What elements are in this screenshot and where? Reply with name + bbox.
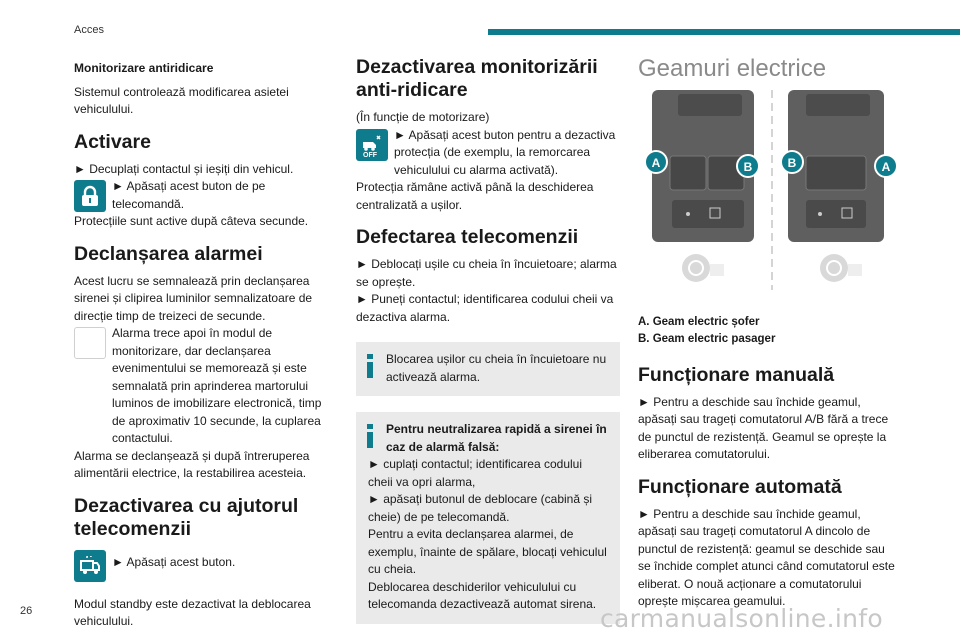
column-3 xyxy=(638,56,900,611)
manual-title: Funcționare manuală xyxy=(638,363,835,386)
deact-step-row xyxy=(356,127,620,180)
callout-b-right: B xyxy=(787,155,797,170)
fault-title: Defectarea telecomenzii xyxy=(356,226,579,248)
callout-a-left: A xyxy=(651,155,661,170)
deact-step: ► Apăsați acest buton pentru a dezactiva protecția (de exemplu, la remorcarea vehiculului cu alarma activată). xyxy=(394,127,616,177)
info-icon xyxy=(367,354,373,378)
alarm-text1: Acest lucru se semnalează prin declanșarea sirenei și clipirea luminilor semnalizatoare de direcție timp de treizeci de secunde. xyxy=(74,273,313,323)
manual-text: ► Pentru a deschide sau închide geamul, apăsați sau trageți comutatorul A/B fără a trece de punctul de rezistență. Geamul se oprește la eliberarea comutatorului. xyxy=(638,394,889,461)
deact-title: Dezactivarea monitorizării anti-ridicare xyxy=(356,56,598,101)
page-number: 26 xyxy=(20,605,33,617)
activare-step2: ► Apăsați acest buton de pe telecomandă. xyxy=(112,179,266,211)
monitor-text: Sistemul controlează modificarea asietei vehiculului. xyxy=(74,84,289,116)
deact-sub: (În funcție de motorizare) xyxy=(356,110,490,124)
remote-title: Dezactivarea cu ajutorul telecomenzii xyxy=(74,494,299,540)
note2-line1: ► cuplați contactul; identificarea codului cheii va opri alarma, xyxy=(368,457,582,489)
activare-title: Activare xyxy=(74,130,151,153)
note2-line4: Deblocarea deschiderilor vehiculului cu telecomanda dezactivează automat sirena. xyxy=(368,579,597,611)
alarm-text2: Alarma trece apoi în modul de monitorizare, dar declanșarea evenimentului se memorează și este semnalată prin aprinderea martorului luminos de imobilizare electronică, timp de aproximativ 10 secunde, la cuplarea contactului. xyxy=(112,326,322,445)
activare-step2-row xyxy=(74,178,336,213)
callout-b-left: B xyxy=(743,159,753,174)
van-unlock-icon xyxy=(74,550,106,582)
remote-step-row xyxy=(74,548,336,582)
column-1 xyxy=(74,56,336,631)
callout-a-right: A xyxy=(881,159,891,174)
note2-line3: Pentru a evita declanșarea alarmei, de exemplu, înainte de spălare, blocați vehiculul cu cheia. xyxy=(368,527,607,576)
section-header: Acces xyxy=(74,24,104,36)
caption-b: B. Geam electric pasager xyxy=(638,332,776,345)
remote-step: ► Apăsați acest buton. xyxy=(112,554,236,569)
warning-lamp-icon xyxy=(74,327,106,359)
lock-icon xyxy=(74,180,106,212)
auto-title: Funcționare automată xyxy=(638,475,842,498)
auto-text: ► Pentru a deschide sau închide geamul, apăsați sau trageți comutatorul A dincolo de punctul de rezistență: geamul se deschide sau se închide complet atunci când comutatorul este eliberat. O nouă acționare a comutatorului oprește mișcarea geamului. xyxy=(638,506,895,608)
note1-text: Blocarea ușilor cu cheia în încuietoare nu activează alarma. xyxy=(386,352,607,384)
anti-lift-off-icon xyxy=(356,129,388,161)
activare-step1: ► Decuplați contactul și ieșiți din vehicul. xyxy=(74,161,294,176)
monitor-heading: Monitorizare antiridicare xyxy=(74,61,214,75)
header-accent-bar xyxy=(488,29,960,35)
alarm-text3: Alarma se declanșează și după întreruperea alimentării electrice, la restabilirea acesteia. xyxy=(74,448,310,480)
watermark: carmanualsonline.info xyxy=(600,604,883,633)
windows-title: Geamuri electrice xyxy=(638,55,827,82)
note2-title: Pentru neutralizarea rapidă a sirenei în caz de alarmă falsă: xyxy=(386,422,607,454)
alarm-title: Declanșarea alarmei xyxy=(74,242,263,265)
info-note-1 xyxy=(356,342,620,396)
activare-result: Protecțiile sunt active după câteva secunde. xyxy=(74,214,309,228)
remote-text: Modul standby este dezactivat la deblocarea vehiculului. xyxy=(74,596,311,628)
deact-text: Protecția rămâne activă până la deschiderea centralizată a ușilor. xyxy=(356,180,594,212)
fault-step2: ► Puneți contactul; identificarea codului cheii va dezactiva alarma. xyxy=(356,292,614,324)
fault-step1: ► Deblocați ușile cu cheia în încuietoare; alarma se oprește. xyxy=(356,257,617,289)
info-icon xyxy=(367,424,373,448)
info-note-2 xyxy=(356,412,620,624)
caption-a: A. Geam electric șofer xyxy=(638,315,760,328)
svg-text:OFF: OFF xyxy=(363,151,377,158)
window-switch-figure xyxy=(638,90,900,300)
alarm-text2-row xyxy=(74,325,336,448)
column-2 xyxy=(356,56,620,624)
note2-line2: ► apăsați butonul de deblocare (cabină și cheie) de pe telecomandă. xyxy=(368,492,593,524)
